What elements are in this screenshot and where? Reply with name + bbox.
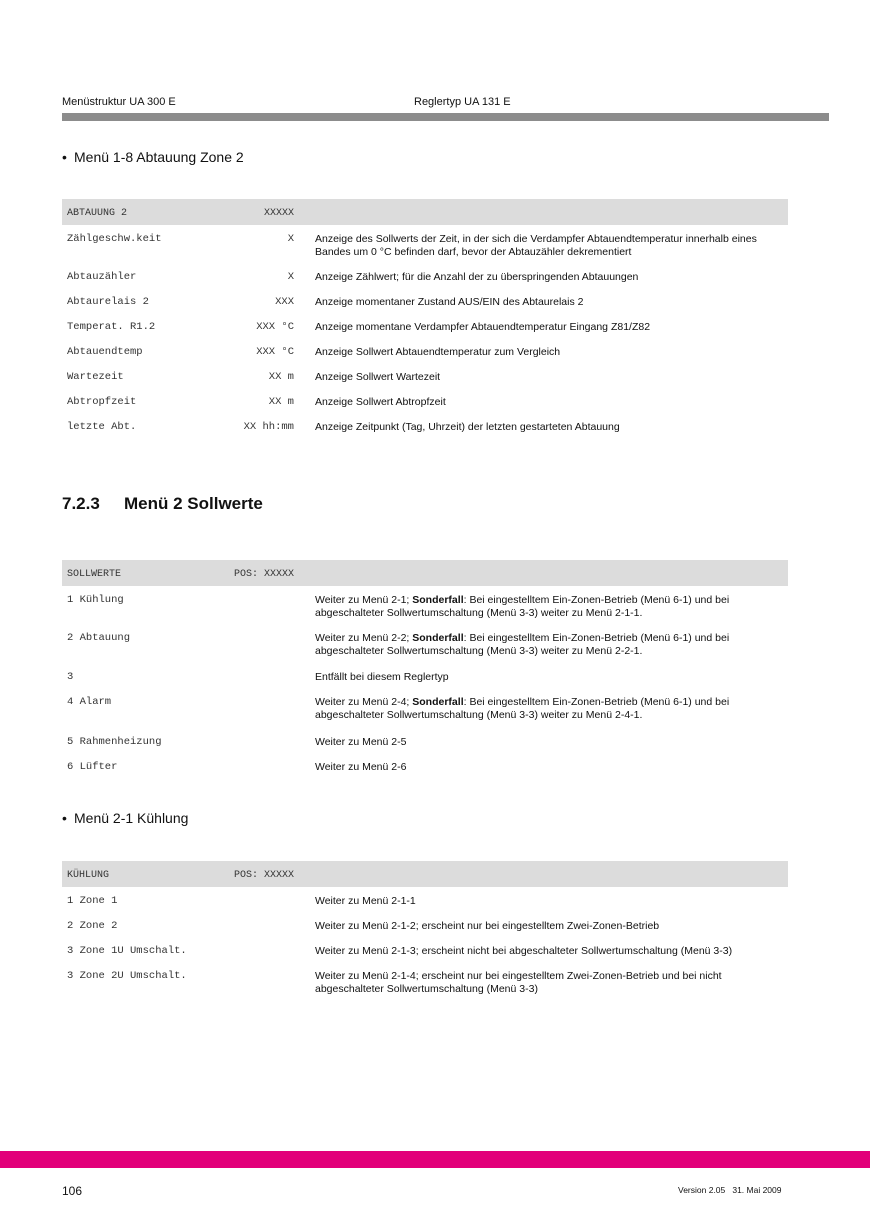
footer-accent-bar <box>0 1151 870 1168</box>
row-description: Weiter zu Menü 2-5 <box>315 736 407 748</box>
row-description: Entfällt bei diesem Reglertyp <box>315 671 449 683</box>
row-name: Wartezeit <box>67 371 124 383</box>
row-description: Weiter zu Menü 2-1-4; erscheint nur bei eingestelltem Zwei-Zonen-Betrieb und bei nicht abgeschalteter Sollwertumschaltung (Menü 3-3) <box>315 970 722 995</box>
row-name: 2 Abtauung <box>67 632 131 644</box>
table-title-value: XXXXX <box>263 208 294 219</box>
row-name: 2 Zone 2 <box>67 920 118 932</box>
header-controller-type: Reglertyp UA 131 E <box>414 96 511 108</box>
row-value: XX hh:mm <box>243 421 294 433</box>
table-header <box>62 560 788 586</box>
row-name: 4 Alarm <box>67 696 112 708</box>
bullet-icon: • <box>62 149 67 165</box>
row-value: XX m <box>268 371 294 383</box>
row-name: Abtaurelais 2 <box>67 296 149 308</box>
section-heading <box>62 494 263 514</box>
row-description: Anzeige Sollwert Abtauendtemperatur zum Vergleich <box>315 346 561 358</box>
row-value: XXX <box>275 296 294 308</box>
row-name: 3 Zone 1U Umschalt. <box>67 945 187 957</box>
row-description: Anzeige momentaner Zustand AUS/EIN des Abtaurelais 2 <box>315 296 584 308</box>
row-description: Weiter zu Menü 2-1; Sonderfall: Bei eingestelltem Ein-Zonen-Betrieb (Menü 6-1) und bei abgeschalteter Sollwertumschaltung (Menü 3-3) weiter zu Menü 2-1-1. <box>315 594 730 619</box>
header-divider-bar <box>62 113 829 121</box>
bullet-icon: • <box>62 810 67 826</box>
row-name: 1 Zone 1 <box>67 895 118 907</box>
row-name: 5 Rahmenheizung <box>67 736 162 748</box>
row-name: Zählgeschw.keit <box>67 233 162 245</box>
section-title: Menü 2 Sollwerte <box>124 494 263 513</box>
header-document-title: Menüstruktur UA 300 E <box>62 96 176 108</box>
table-title: ABTAUUNG 2 <box>67 208 128 219</box>
section-number: 7.2.3 <box>62 494 100 513</box>
row-value: XXX °C <box>256 346 294 358</box>
row-value: XXX °C <box>256 321 294 333</box>
row-description: Weiter zu Menü 2-2; Sonderfall: Bei eingestelltem Ein-Zonen-Betrieb (Menü 6-1) und bei abgeschalteter Sollwertumschaltung (Menü 3-3) weiter zu Menü 2-2-1. <box>315 632 730 657</box>
row-description: Anzeige Zeitpunkt (Tag, Uhrzeit) der letzten gestarteten Abtauung <box>315 421 620 433</box>
table-header <box>62 861 788 887</box>
sollwerte-table <box>62 560 788 773</box>
row-name: letzte Abt. <box>67 421 137 433</box>
kuehlung-table <box>62 861 788 995</box>
row-name: 3 Zone 2U Umschalt. <box>67 970 187 982</box>
table-header <box>62 199 788 225</box>
abtauung-table <box>62 199 788 433</box>
version-info: Version 2.05 31. Mai 2009 <box>678 1185 782 1195</box>
row-name: Abtauendtemp <box>67 346 143 358</box>
row-description: Anzeige momentane Verdampfer Abtauendtemperatur Eingang Z81/Z82 <box>315 321 651 333</box>
table-title: KÜHLUNG <box>67 870 110 881</box>
row-name: 1 Kühlung <box>67 594 124 606</box>
row-description: Anzeige des Sollwerts der Zeit, in der sich die Verdampfer Abtauendtemperatur innerhalb eines Bandes um 0 °C befinden darf, bevor der Abtauzähler dekrementiert <box>315 233 757 258</box>
row-description: Anzeige Zählwert; für die Anzahl der zu überspringenden Abtauungen <box>315 271 639 283</box>
abtauung-heading: • Menü 1-8 Abtauung Zone 2 <box>62 149 244 165</box>
table-title-value: POS: XXXXX <box>233 569 294 580</box>
row-description: Weiter zu Menü 2-1-2; erscheint nur bei eingestelltem Zwei-Zonen-Betrieb <box>315 920 660 932</box>
table-title: SOLLWERTE <box>67 569 122 580</box>
page-number: 106 <box>62 1184 83 1198</box>
row-name: Temperat. R1.2 <box>67 321 156 333</box>
row-name: 3 <box>67 671 74 683</box>
row-value: X <box>287 271 294 283</box>
row-description: Weiter zu Menü 2-1-1 <box>315 895 416 907</box>
row-value: X <box>287 233 294 245</box>
row-description: Weiter zu Menü 2-4; Sonderfall: Bei eingestelltem Ein-Zonen-Betrieb (Menü 6-1) und bei abgeschalteter Sollwertumschaltung (Menü 3-3) weiter zu Menü 2-4-1. <box>315 696 730 721</box>
row-value: XX m <box>268 396 294 408</box>
row-name: 6 Lüfter <box>67 761 118 773</box>
row-description: Anzeige Sollwert Abtropfzeit <box>315 396 446 408</box>
row-description: Weiter zu Menü 2-6 <box>315 761 407 773</box>
row-name: Abtauzähler <box>67 271 137 283</box>
row-description: Anzeige Sollwert Wartezeit <box>315 371 441 383</box>
kuehlung-heading: • Menü 2-1 Kühlung <box>62 810 189 826</box>
row-name: Abtropfzeit <box>67 396 137 408</box>
row-description: Weiter zu Menü 2-1-3; erscheint nicht bei abgeschalteter Sollwertumschaltung (Menü 3-3) <box>315 945 733 957</box>
table-title-value: POS: XXXXX <box>233 870 294 881</box>
